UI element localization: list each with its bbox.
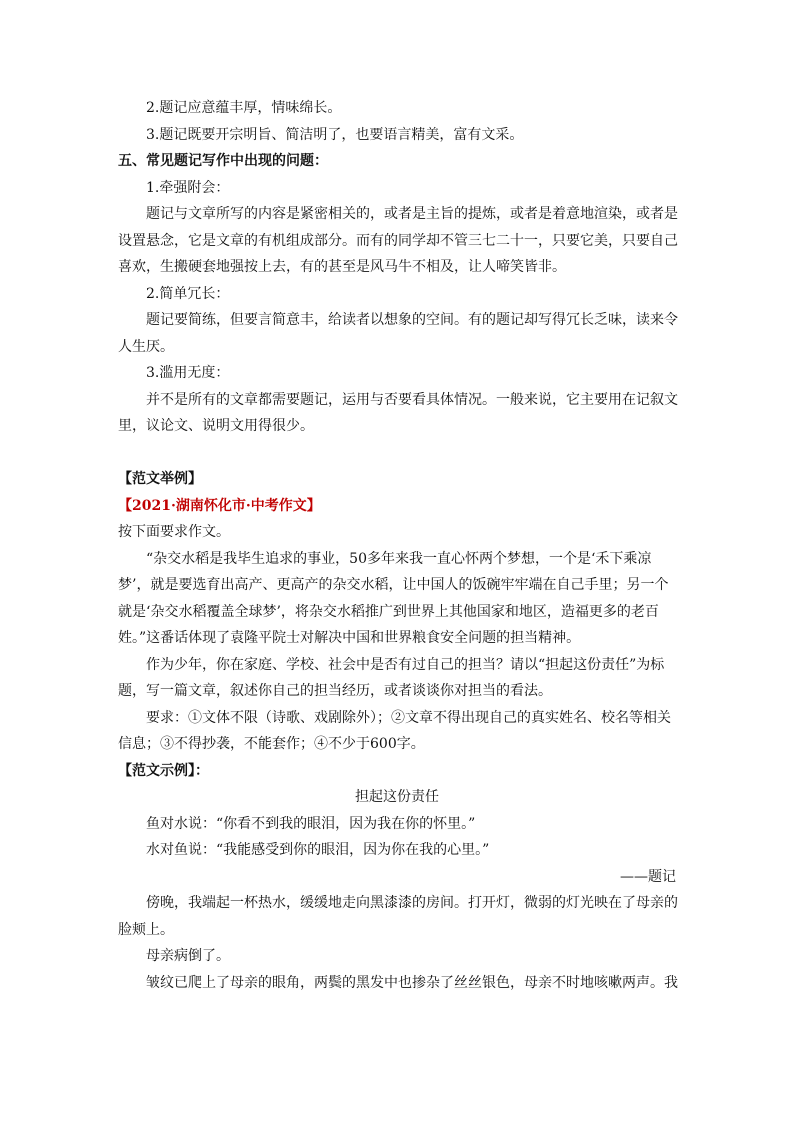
problem-3-line-1: 并不是所有的文章都需要题记，运用与否要看具体情况。一般来说，它主要用在记叙文 bbox=[146, 391, 678, 408]
example-heading: 【范文举例】 bbox=[118, 471, 202, 487]
problem-1-line-1: 题记与文章所写的内容是紧密相关的，或者是主旨的提炼，或者是着意地渲染，或者是 bbox=[146, 206, 678, 222]
prompt-line-2: 梦’，就是要选育出高产、更高产的杂交水稻，让中国人的饭碗牢牢端在自己手里；另一个 bbox=[118, 577, 669, 593]
epigraph-1: 鱼对水说：“你看不到我的眼泪，因为我在你的怀里。” bbox=[146, 815, 476, 832]
problem-1-title: 1.牵强附会： bbox=[146, 179, 230, 196]
task-line-1: 作为少年，你在家庭、学校、社会中是否有过自己的担当？请以“担起这份责任”为标 bbox=[146, 656, 665, 673]
problem-3-line-2: 里，议论文、说明文用得很少。 bbox=[118, 418, 314, 434]
problem-1-line-2: 设置悬念，它是文章的有机组成部分。而有的同学却不管三七二十一，只要它美，只要自己 bbox=[118, 232, 678, 249]
spacer bbox=[118, 440, 676, 467]
problem-2-line-2: 人生厌。 bbox=[118, 338, 174, 355]
section-five-heading: 五、常见题记写作中出现的问题： bbox=[118, 153, 328, 169]
sample-title: 担起这份责任 bbox=[355, 789, 439, 805]
example-source: 【2021·湖南怀化市·中考作文】 bbox=[118, 497, 321, 514]
requirement-line-1: 要求：①文体不限（诗歌、戏剧除外）；②文章不得出现自己的真实姓名、校名等相关 bbox=[146, 709, 671, 726]
para-1-line-2: 脸颊上。 bbox=[118, 921, 174, 938]
example-instruction: 按下面要求作文。 bbox=[118, 524, 230, 540]
requirement-line-2: 信息；③不得抄袭，不能套作；④不少于600字。 bbox=[118, 736, 425, 752]
para-2: 母亲病倒了。 bbox=[146, 948, 230, 964]
task-line-2: 题，写一篇文章，叙述你自己的担当经历，或者谈谈你对担当的看法。 bbox=[118, 683, 552, 699]
para-1-line-1: 傍晚，我端起一杯热水，缓缓地走向黑漆漆的房间。打开灯，微弱的灯光映在了母亲的 bbox=[146, 895, 678, 911]
prompt-line-1: “杂交水稻是我毕生追求的事业，50多年来我一直心怀两个梦想，一个是‘禾下乘凉 bbox=[146, 550, 652, 567]
point-3: 3.题记既要开宗明旨、简洁明了，也要语言精美，富有文采。 bbox=[146, 126, 524, 143]
problem-3-title: 3.滥用无度： bbox=[146, 365, 230, 381]
prompt-line-3: 就是‘杂交水稻覆盖全球梦’，将杂交水稻推广到世界上其他国家和地区，造福更多的老百 bbox=[118, 603, 659, 620]
para-3: 皱纹已爬上了母亲的眼角，两鬓的黑发中也掺杂了丝丝银色，母亲不时地咳嗽两声。我 bbox=[146, 974, 678, 991]
problem-2-line-1: 题记要简练，但要言简意丰，给读者以想象的空间。有的题记却写得冗长乏味，读来令 bbox=[146, 312, 678, 328]
epigraph-2: 水对鱼说：“我能感受到你的眼泪，因为你在我的心里。” bbox=[146, 842, 490, 858]
point-2: 2.题记应意蕴丰厚，情味绵长。 bbox=[146, 100, 342, 116]
prompt-line-4: 姓。”这番话体现了袁隆平院士对解决中国和世界粮食安全问题的担当精神。 bbox=[118, 630, 581, 646]
problem-1-line-3: 喜欢，生搬硬套地强按上去，有的甚至是风马牛不相及，让人啼笑皆非。 bbox=[118, 259, 566, 275]
problem-2-title: 2.简单冗长： bbox=[146, 285, 230, 302]
epigraph-label: ——题记 bbox=[620, 868, 676, 885]
sample-heading: 【范文示例】： bbox=[118, 762, 209, 779]
